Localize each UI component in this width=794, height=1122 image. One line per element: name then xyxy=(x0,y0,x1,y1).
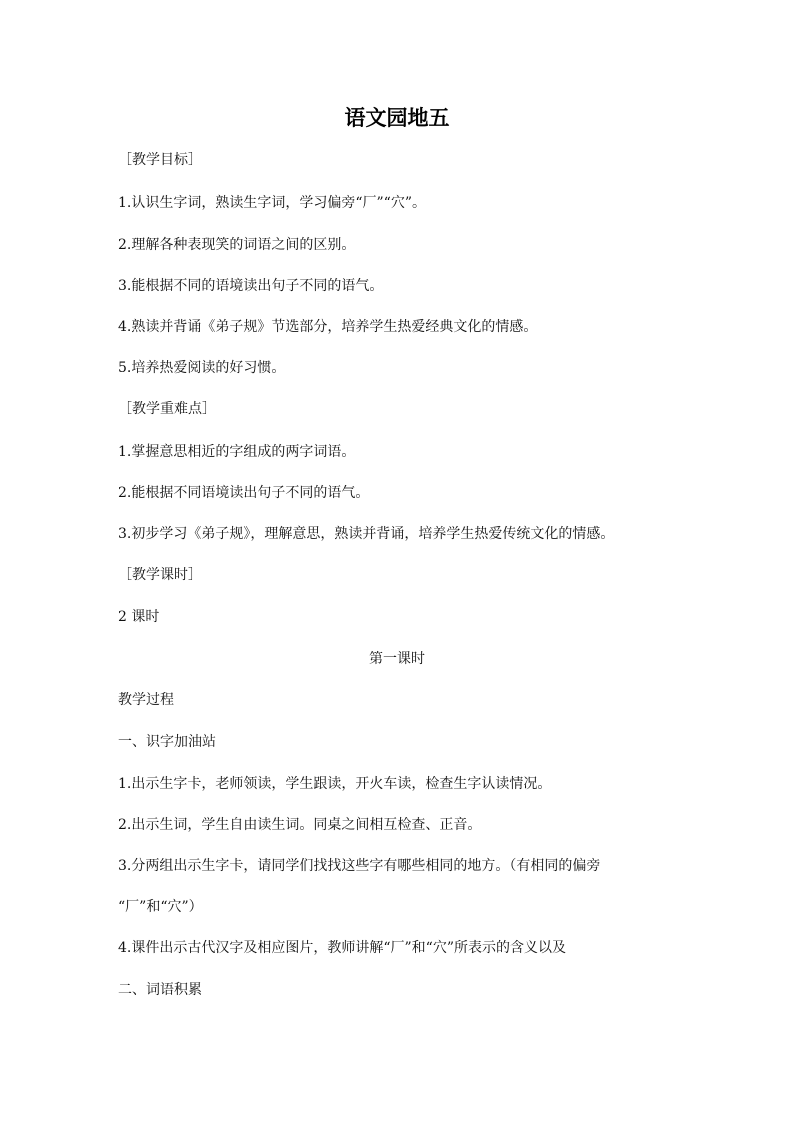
key-point-item-3: 3.初步学习《弟子规》，理解意思，熟读并背诵，培养学生热爱传统文化的情感。 xyxy=(118,526,615,542)
section-heading-vocabulary: 二、词语积累 xyxy=(118,982,202,998)
objective-item-5: 5.培养热爱阅读的好习惯。 xyxy=(118,360,286,376)
literacy-step-4: 4.课件出示古代汉字及相应图片，教师讲解“厂”和“穴”所表示的含义以及 xyxy=(118,940,566,956)
process-heading: 教学过程 xyxy=(118,692,174,708)
literacy-step-1: 1.出示生字卡，老师领读，学生跟读，开火车读，检查生字认读情况。 xyxy=(118,776,552,792)
periods-value: 2 课时 xyxy=(118,609,160,625)
literacy-step-3-continued: “厂”和“穴”） xyxy=(118,899,203,915)
document-title: 语文园地五 xyxy=(344,106,450,130)
literacy-step-2: 2.出示生词，学生自由读生词。同桌之间相互检查、正音。 xyxy=(118,817,482,833)
objective-item-4: 4.熟读并背诵《弟子规》节选部分，培养学生热爱经典文化的情感。 xyxy=(118,319,538,335)
literacy-step-3: 3.分两组出示生字卡，请同学们找找这些字有哪些相同的地方。（有相同的偏旁 xyxy=(118,858,601,874)
section-heading-objectives: ［教学目标］ xyxy=(118,152,202,168)
key-point-item-2: 2.能根据不同语境读出句子不同的语气。 xyxy=(118,485,370,501)
key-point-item-1: 1.掌握意思相近的字组成的两字词语。 xyxy=(118,444,356,460)
section-heading-literacy: 一、识字加油站 xyxy=(118,734,216,750)
lesson-heading: 第一课时 xyxy=(369,651,425,667)
section-heading-periods: ［教学课时］ xyxy=(118,567,202,583)
objective-item-3: 3.能根据不同的语境读出句子不同的语气。 xyxy=(118,278,384,294)
section-heading-key-points: ［教学重难点］ xyxy=(118,401,216,417)
objective-item-2: 2.理解各种表现笑的词语之间的区别。 xyxy=(118,237,356,253)
objective-item-1: 1.认识生字词，熟读生字词，学习偏旁“厂”“穴”。 xyxy=(118,195,426,211)
